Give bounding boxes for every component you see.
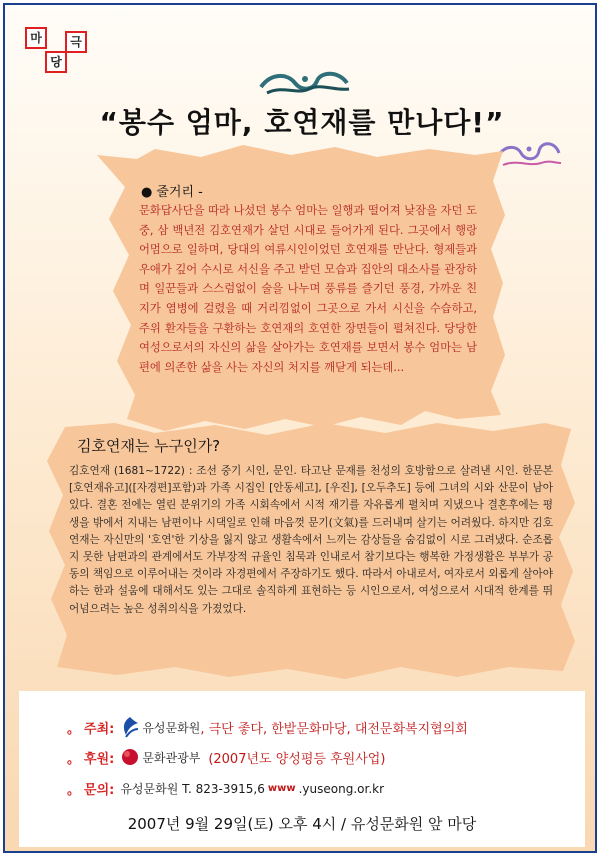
sponsor-row [67, 747, 385, 767]
sponsor-label: 후원: [84, 751, 115, 767]
bullet-icon: 。 [67, 783, 81, 798]
tag-box: 극 [65, 31, 87, 53]
sponsor-program: (2007년도 양성평등 후원사업) [208, 751, 386, 767]
tag-box: 마 [25, 27, 47, 49]
event-date: 2007년 9월 29일(토) 오후 4시 / 유성문화원 앞 마당 [127, 815, 477, 833]
sponsor-logo-text: 문화관광부 [142, 750, 201, 765]
tag-box: 당 [45, 51, 67, 73]
host-label: 주최: [84, 721, 115, 737]
synopsis-heading-text: 줄거리 - [156, 185, 203, 200]
biography-text: 김호연재 (1681~1722) : 조선 중기 시인, 문인. 타고난 문재를 천성의 호방함으로 살려낸 시인. 한문본 [호연재유고]([자경편]포함)과 가족 시집인 [안동세고], [우진], [오두추도] 등에 그녀의 시와 산문이 남아있다. 결혼 전에는 열린 분위기의 가족 시회속에서 시적 재기를 자유롭게 펼치며 지냈으나 결혼후에는 평생을 밖에서 지내는 남편이나 시댁일로 인해 마음껏 문기(文氣)를 드러내며 살기는 어려웠다. 하지만 김호연재는 자신만의 '호연'한 기상을 잃지 않고 생활속에서 느끼는 감상들을 숨김없이 시로 그려냈다. 순조롭지 못한 남편과의 관계에서도 가부장적 규율인 침묵과 인내로서 참기보다는 행복한 가정생활은 부부가 공동의 책임으로 이루어내는 것이라 자경편에서 주장하기도 했다. 따라서 아내로서, 여자로서 외롭게 살아야하는 한과 설움에 대해서도 있는 그대로 솔직하게 표현하는 등 시인으로서, 여성으로서 시대적 한계를 뛰어넘으려는 높은 성취의식을 가졌었다. [69, 465, 553, 615]
synopsis-heading [141, 181, 203, 200]
contact-label: 문의: [84, 783, 115, 798]
host-row [67, 715, 468, 739]
ministry-logo-icon [120, 747, 140, 767]
poster [3, 3, 597, 853]
contact-phone: 유성문화원 T. 823-3915,6 [120, 782, 265, 796]
page-title: “봉수 엄마, 호연재를 만나다!” [99, 106, 505, 139]
bullet-icon: ● [141, 185, 153, 200]
contact-url[interactable]: .yuseong.or.kr [298, 781, 385, 796]
contact-row [67, 779, 384, 798]
section-heading: 김호연재는 누구인가? [77, 437, 221, 455]
www-label: www [267, 783, 296, 794]
bullet-icon: 。 [67, 751, 81, 767]
synopsis-text: 문화답사단을 따라 나섰던 봉수 엄마는 일행과 떨어져 낮잠을 자던 도중, 삼 백년전 김호연재가 살던 시대로 들어가게 된다. 그곳에서 행랑어멈으로 일하며, 당대의 여류시인이었던 호연재를 만난다. 형제들과 우애가 깊어 수시로 서신을 주고 받던 모습과 집안의 대소사를 관장하며 일꾼들과 스스럼없이 술을 나누며 풍류를 즐기던 풍경, 가까운 친지가 염병에 걸렸을 때 거리낌없이 그곳으로 가서 시신을 수습하고, 주위 환자들을 구환하는 호연재의 호연한 장면들이 펼쳐진다. 당당한 여성으로서의 자신의 삶을 살아가는 호연재를 보면서 봉수 엄마는 남편에 의존한 삶을 사는 자신의 처지를 깨닫게 되는데... [139, 204, 477, 374]
host-organizations: , 극단 좋다, 한밭문화마당, 대전문화복지협의회 [200, 721, 468, 737]
yuseong-logo-icon [120, 715, 140, 739]
host-logo-text: 유성문화원 [142, 720, 201, 735]
bullet-icon: 。 [67, 721, 81, 737]
info-box [19, 691, 585, 847]
